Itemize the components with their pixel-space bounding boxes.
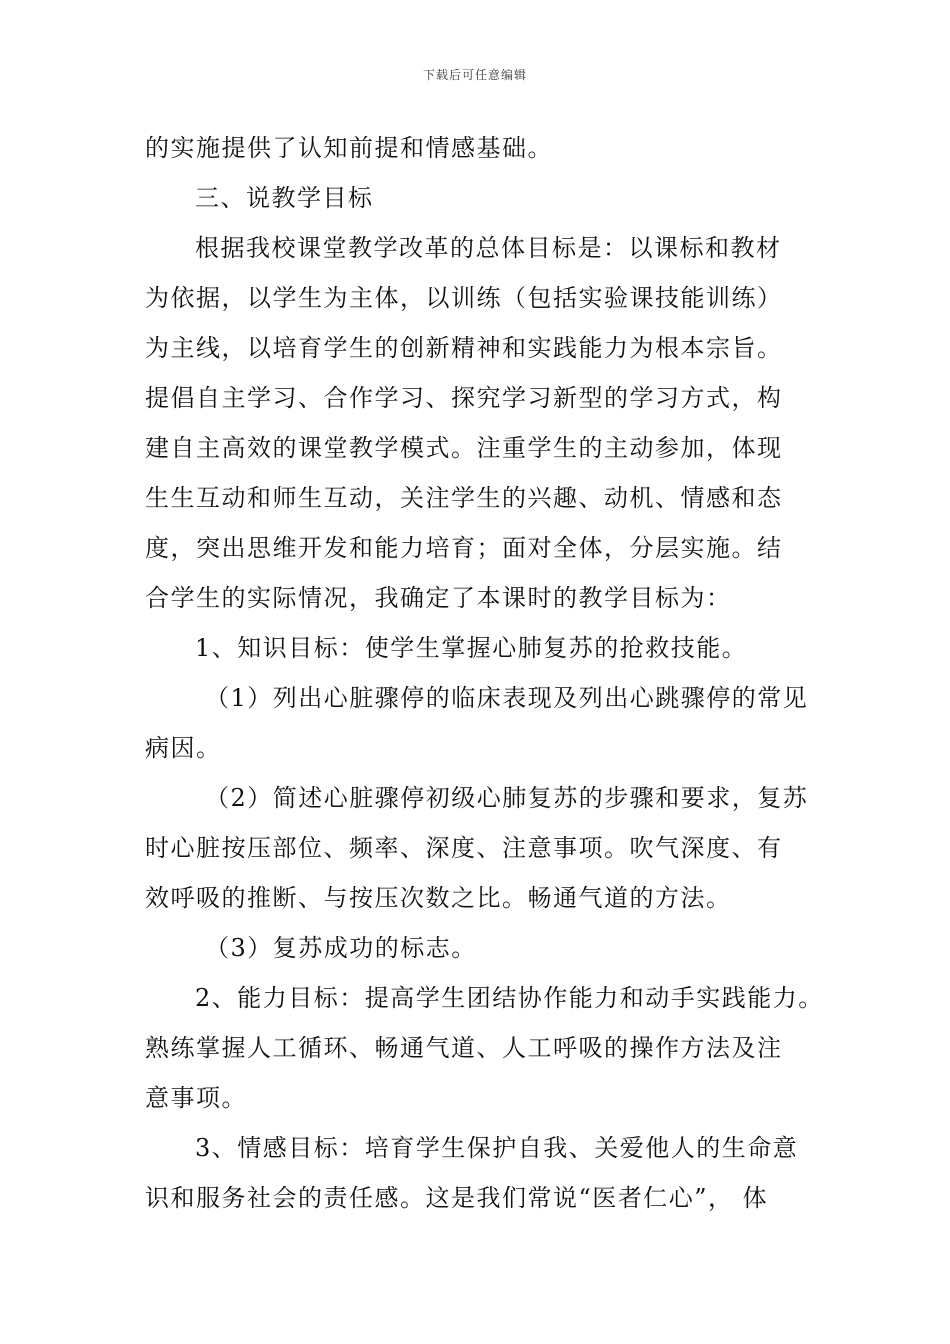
- page-header: 下载后可任意编辑: [422, 68, 527, 82]
- goal-item: 3、情感目标：培育学生保护自我、关爱他人的生命意: [195, 1134, 799, 1162]
- goal-item: 2、能力目标：提高学生团结协作能力和动手实践能力。: [195, 984, 824, 1012]
- paragraph-line: 意事项。: [145, 1084, 247, 1112]
- sub-item: （2）简述心脏骤停初级心肺复苏的步骤和要求，复苏: [205, 784, 809, 812]
- paragraph-line: 时心脏按压部位、频率、深度、注意事项。吹气深度、有: [145, 834, 783, 862]
- goal-item: 1、知识目标：使学生掌握心肺复苏的抢救技能。: [195, 634, 748, 662]
- paragraph-line: 病因。: [145, 734, 222, 762]
- paragraph-line: 建自主高效的课堂教学模式。注重学生的主动参加，体现: [145, 434, 783, 462]
- sub-item: （3）复苏成功的标志。: [205, 934, 477, 962]
- section-heading: 三、说教学目标: [195, 184, 374, 212]
- paragraph-line: 为依据，以学生为主体，以训练（包括实验课技能训练）: [145, 284, 783, 312]
- paragraph-line: 为主线，以培育学生的创新精神和实践能力为根本宗旨。: [145, 334, 783, 362]
- paragraph-line: 熟练掌握人工循环、畅通气道、人工呼吸的操作方法及注: [145, 1034, 783, 1062]
- paragraph-line: 生生互动和师生互动，关注学生的兴趣、动机、情感和态: [145, 484, 783, 512]
- paragraph-line: 识和服务社会的责任感。这是我们常说“医者仁心”， 体: [145, 1184, 769, 1212]
- paragraph-line: 效呼吸的推断、与按压次数之比。畅通气道的方法。: [145, 884, 732, 912]
- paragraph-line: 度，突出思维开发和能力培育；面对全体，分层实施。结: [145, 534, 783, 562]
- paragraph-line: 根据我校课堂教学改革的总体目标是：以课标和教材: [195, 234, 782, 262]
- sub-item: （1）列出心脏骤停的临床表现及列出心跳骤停的常见: [205, 684, 809, 712]
- paragraph-line: 的实施提供了认知前提和情感基础。: [145, 134, 553, 162]
- paragraph-line: 合学生的实际情况，我确定了本课时的教学目标为：: [145, 584, 732, 612]
- paragraph-line: 提倡自主学习、合作学习、探究学习新型的学习方式，构: [145, 384, 783, 412]
